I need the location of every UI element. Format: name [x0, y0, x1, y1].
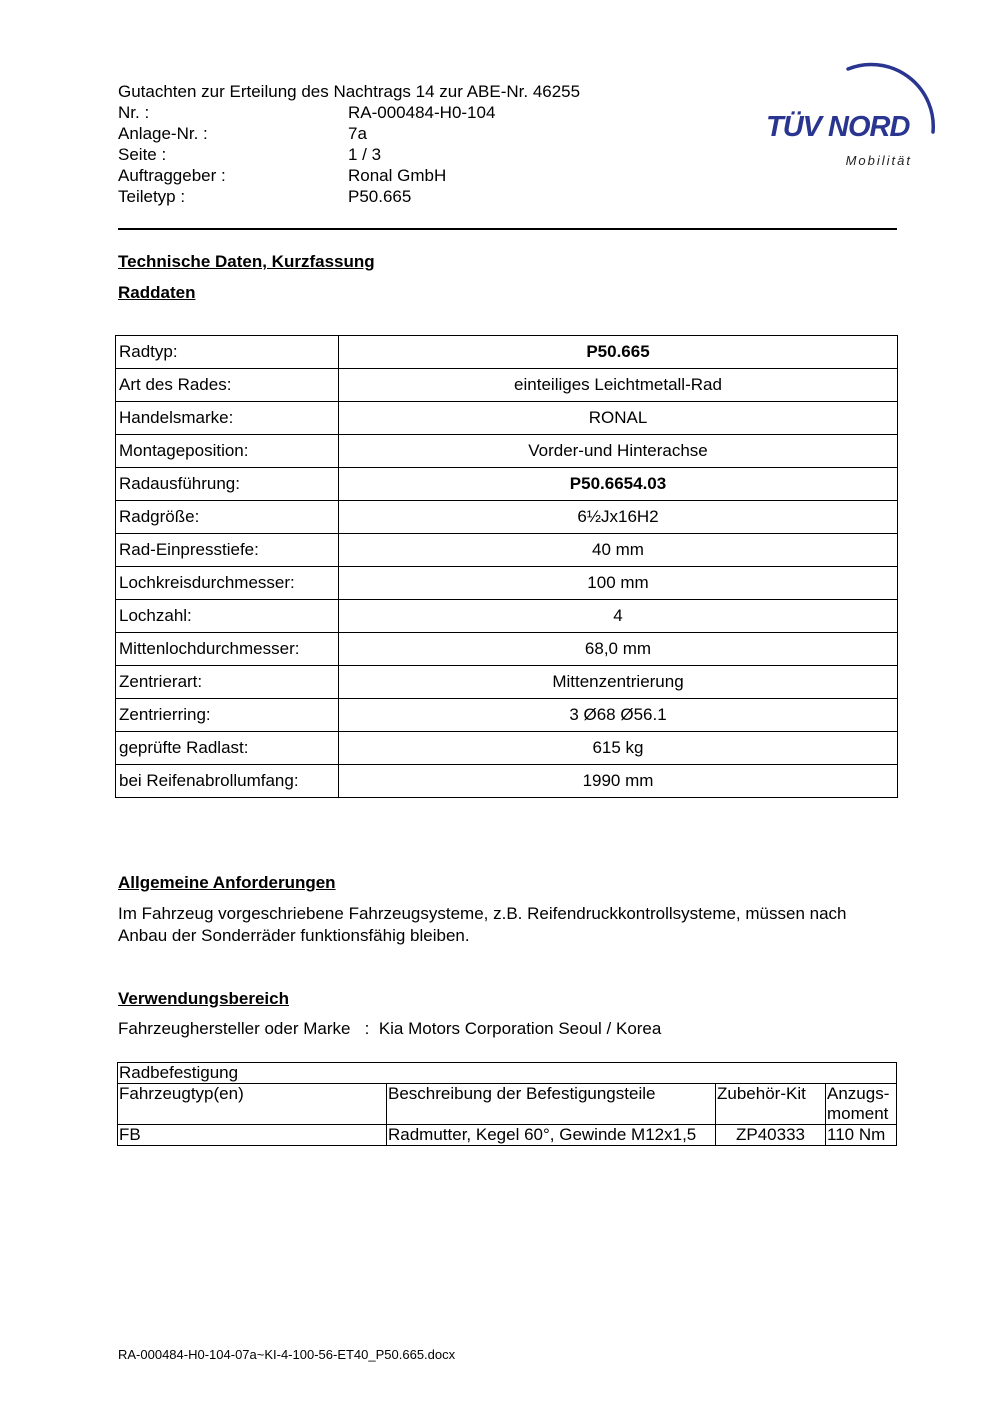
raddaten-value: 6½Jx16H2 [339, 501, 898, 534]
table-row [116, 699, 898, 732]
raddaten-value: 3 Ø68 Ø56.1 [339, 699, 898, 732]
raddaten-key: Handelsmarke: [116, 402, 339, 435]
raddaten-value: 40 mm [339, 534, 898, 567]
document-header [118, 81, 580, 207]
table-row [116, 600, 898, 633]
table-row [116, 534, 898, 567]
header-label: Anlage-Nr. : [118, 124, 208, 143]
raddaten-value: 100 mm [339, 567, 898, 600]
raddaten-key: geprüfte Radlast: [116, 732, 339, 765]
table-cell: 110 Nm [826, 1125, 897, 1146]
raddaten-value: Vorder-und Hinterachse [339, 435, 898, 468]
table-row [116, 435, 898, 468]
raddaten-value: 615 kg [339, 732, 898, 765]
table-row [116, 567, 898, 600]
table-row [116, 369, 898, 402]
header-label: Seite : [118, 145, 167, 164]
table-row [116, 666, 898, 699]
table-row [116, 336, 898, 369]
table-row [116, 468, 898, 501]
hersteller-value: Kia Motors Corporation Seoul / Korea [378, 1019, 662, 1038]
raddaten-value: 1990 mm [339, 765, 898, 798]
raddaten-key: Zentrierart: [116, 666, 339, 699]
table-row [116, 765, 898, 798]
header-value: 1 / 3 [348, 145, 382, 164]
hersteller-line [118, 1019, 661, 1039]
raddaten-value: 4 [339, 600, 898, 633]
section-heading-technische: Technische Daten, Kurzfassung [118, 252, 375, 271]
header-row-teiletyp [118, 186, 580, 207]
raddaten-key: Rad-Einpresstiefe: [116, 534, 339, 567]
raddaten-value: 68,0 mm [339, 633, 898, 666]
header-label: Teiletyp : [118, 187, 186, 206]
header-divider [118, 228, 897, 230]
logo-sub: Mobilität [845, 153, 912, 168]
header-row-nr [118, 102, 580, 123]
header-value: 7a [348, 124, 367, 143]
section-heading-verwendung: Verwendungsbereich [118, 989, 289, 1008]
radbefestigung-table [117, 1062, 897, 1146]
raddaten-value: einteiliges Leichtmetall-Rad [339, 369, 898, 402]
raddaten-key: Radtyp: [116, 336, 339, 369]
header-row-seite [118, 144, 580, 165]
header-row-auftraggeber [118, 165, 580, 186]
raddaten-key: Lochzahl: [116, 600, 339, 633]
section-heading-raddaten: Raddaten [118, 283, 196, 302]
hersteller-separator: : [364, 1019, 370, 1038]
table-row [118, 1084, 897, 1125]
table-row [116, 402, 898, 435]
logo-brand: TÜV NORD [766, 111, 910, 143]
header-row-anlage [118, 123, 580, 144]
header-value: RA-000484-H0-104 [348, 103, 496, 122]
column-header: Anzugs-moment [826, 1084, 897, 1125]
hersteller-label: Fahrzeughersteller oder Marke [118, 1019, 351, 1038]
befestigung-title: Radbefestigung [118, 1063, 897, 1084]
raddaten-value: Mittenzentrierung [339, 666, 898, 699]
raddaten-table [115, 335, 898, 798]
raddaten-key: Mittenlochdurchmesser: [116, 633, 339, 666]
raddaten-value: P50.6654.03 [339, 468, 898, 501]
column-header: Fahrzeugtyp(en) [118, 1084, 387, 1125]
table-row [116, 732, 898, 765]
document-title: Gutachten zur Erteilung des Nachtrags 14 zur ABE-Nr. 46255 [118, 82, 581, 101]
column-header: Beschreibung der Befestigungsteile [387, 1084, 716, 1125]
header-label: Nr. : [118, 103, 150, 122]
raddaten-key: Art des Rades: [116, 369, 339, 402]
allgemein-paragraph: Im Fahrzeug vorgeschriebene Fahrzeugsysteme, z.B. Reifendruckkontrollsysteme, müssen nach Anbau der Sonderräder funktionsfähig bleiben. [118, 904, 847, 945]
raddaten-value: P50.665 [339, 336, 898, 369]
header-value: P50.665 [348, 187, 412, 206]
table-cell: ZP40333 [716, 1125, 826, 1146]
raddaten-value: RONAL [339, 402, 898, 435]
raddaten-key: Montageposition: [116, 435, 339, 468]
table-cell: FB [118, 1125, 387, 1146]
table-row [116, 633, 898, 666]
table-row [118, 1063, 897, 1084]
header-value: Ronal GmbH [348, 166, 447, 185]
raddaten-key: Zentrierring: [116, 699, 339, 732]
table-row [118, 1125, 897, 1146]
raddaten-key: Radausführung: [116, 468, 339, 501]
table-row [116, 501, 898, 534]
raddaten-key: Radgröße: [116, 501, 339, 534]
section-heading-allgemein: Allgemeine Anforderungen [118, 873, 336, 892]
raddaten-key: bei Reifenabrollumfang: [116, 765, 339, 798]
column-header: Zubehör-Kit [716, 1084, 826, 1125]
footer-filename: RA-000484-H0-104-07a~KI-4-100-56-ET40_P50.665.docx [118, 1347, 456, 1362]
header-label: Auftraggeber : [118, 166, 226, 185]
table-cell: Radmutter, Kegel 60°, Gewinde M12x1,5 [387, 1125, 716, 1146]
tuv-nord-logo [760, 55, 950, 175]
raddaten-key: Lochkreisdurchmesser: [116, 567, 339, 600]
